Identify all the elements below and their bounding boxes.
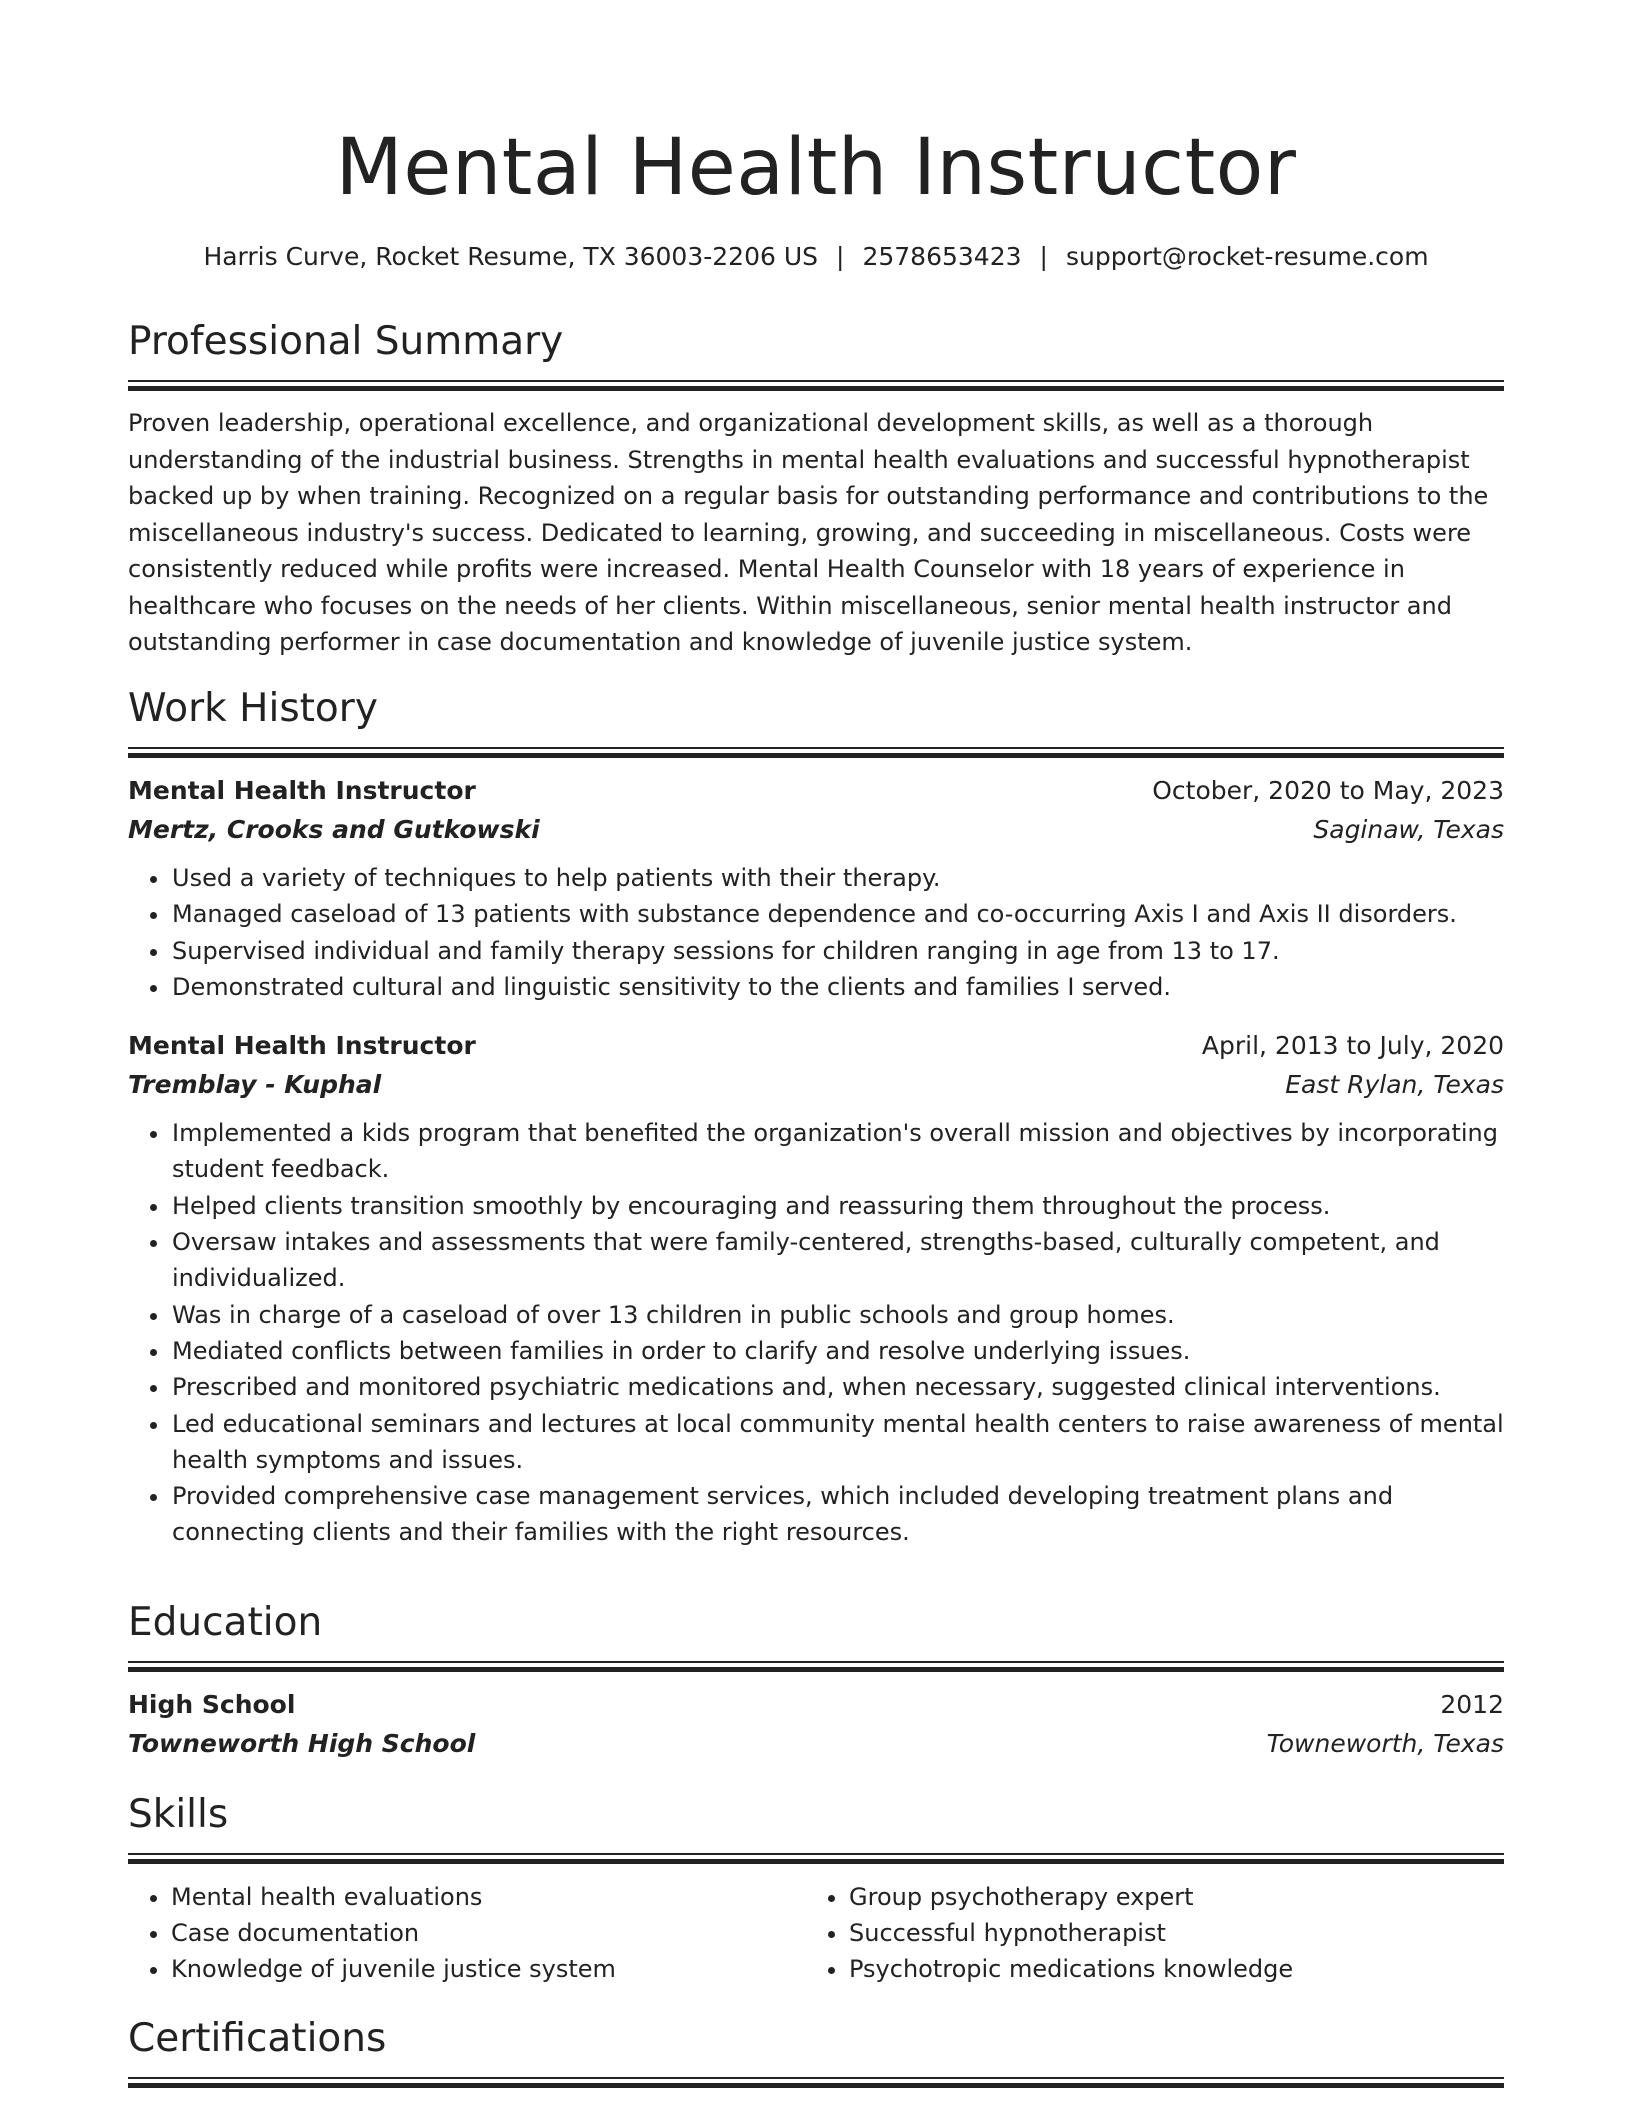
contact-phone: 2578653423: [862, 242, 1022, 271]
contact-line: [128, 239, 1504, 275]
skills-list-left: [128, 1879, 806, 1987]
job-bullet: • Used a variety of techniques to help patients with their therapy.: [171, 860, 1504, 896]
job-bullet: • Supervised individual and family therapy sessions for children ranging in age from 13 to 17.: [171, 933, 1504, 969]
education-degree: High School: [128, 1690, 296, 1719]
section-divider: [128, 2077, 1504, 2088]
education-section: [128, 1597, 1504, 1764]
job-title: Mental Health Instructor: [128, 1031, 476, 1061]
education-entry: [128, 1686, 1504, 1764]
job-entry: [128, 1027, 1504, 1551]
summary-section: [128, 316, 1504, 661]
job-bullet: • Helped clients transition smoothly by encouraging and reassuring them throughout the process.: [171, 1188, 1504, 1224]
skill-item: • Successful hypnotherapist: [849, 1915, 1484, 1951]
skill-item: • Knowledge of juvenile justice system: [171, 1951, 806, 1987]
skill-item: • Case documentation: [171, 1915, 806, 1951]
job-bullet: • Prescribed and monitored psychiatric medications and, when necessary, suggested clinical interventions.: [171, 1369, 1504, 1405]
job-subheader: [128, 1065, 1504, 1105]
job-subheader: [128, 810, 1504, 850]
skill-item: • Psychotropic medications knowledge: [849, 1951, 1484, 1987]
summary-text: Proven leadership, operational excellence, and organizational development skills, as well as a thorough understanding of the industrial business. Strengths in mental health evaluations and successful hypnotherapist backed up by when training. Recognized on a regular basis for outstanding performance and contributions to the miscellaneous industry's success. Dedicated to learning, growing, and succeeding in miscellaneous. Costs were consistently reduced while profits were increased. Mental Health Counselor with 18 years of experience in healthcare who focuses on the needs of her clients. Within miscellaneous, senior mental health instructor and outstanding performer in case documentation and knowledge of juvenile justice system.: [128, 409, 1489, 656]
skills-columns: [128, 1879, 1504, 1987]
education-header: [128, 1686, 1504, 1724]
job-bullet: • Provided comprehensive case management services, which included developing treatment plans and connecting clients and their families with the right resources.: [171, 1478, 1504, 1551]
certifications-section: [128, 2013, 1504, 2088]
job-bullet: • Mediated conflicts between families in order to clarify and resolve underlying issues.: [171, 1333, 1504, 1369]
contact-address: Harris Curve, Rocket Resume, TX 36003-2206 US: [203, 242, 819, 271]
education-subheader: [128, 1724, 1504, 1764]
job-bullet: • Managed caseload of 13 patients with substance dependence and co-occurring Axis I and Axis II disorders.: [171, 896, 1504, 932]
section-title: Skills: [128, 1792, 229, 1837]
job-header: [128, 1027, 1504, 1065]
contact-separator: |: [836, 242, 845, 271]
work-history-section: [128, 683, 1504, 1551]
section-divider: [128, 747, 1504, 758]
job-dates: October, 2020 to May, 2023: [1152, 776, 1504, 805]
section-title: Professional Summary: [128, 319, 564, 364]
job-company: Tremblay - Kuphal: [128, 1070, 382, 1100]
education-location: Towneworth, Texas: [1266, 1729, 1504, 1758]
job-bullet: • Was in charge of a caseload of over 13 children in public schools and group homes.: [171, 1297, 1504, 1333]
job-company: Mertz, Crooks and Gutkowski: [128, 815, 540, 844]
job-bullet: • Led educational seminars and lectures at local community mental health centers to raise awareness of mental health symptoms and issues.: [171, 1406, 1504, 1479]
resume-title: Mental Health Instructor: [335, 123, 1297, 213]
section-divider: [128, 1853, 1504, 1864]
section-title: Work History: [128, 686, 378, 731]
contact-email: support@rocket-resume.com: [1065, 242, 1429, 271]
job-header: [128, 772, 1504, 810]
skills-section: [128, 1789, 1504, 1987]
job-location: East Rylan, Texas: [1285, 1070, 1504, 1100]
job-bullets: [128, 860, 1504, 1005]
education-year: 2012: [1440, 1690, 1504, 1719]
job-dates: April, 2013 to July, 2020: [1201, 1031, 1504, 1061]
skill-item: • Mental health evaluations: [171, 1879, 806, 1915]
section-divider: [128, 1661, 1504, 1672]
job-entry: [128, 772, 1504, 1005]
job-title: Mental Health Instructor: [128, 776, 476, 805]
section-title: Education: [128, 1600, 323, 1645]
job-location: Saginaw, Texas: [1313, 815, 1504, 844]
section-divider: [128, 380, 1504, 391]
education-school: Towneworth High School: [128, 1729, 476, 1758]
job-bullet: • Implemented a kids program that benefited the organization's overall mission and objectives by incorporating student feedback.: [171, 1115, 1504, 1188]
job-bullets: [128, 1115, 1504, 1551]
skills-list-right: [806, 1879, 1484, 1987]
contact-separator: |: [1039, 242, 1048, 271]
skill-item: • Group psychotherapy expert: [849, 1879, 1484, 1915]
job-bullet: • Demonstrated cultural and linguistic sensitivity to the clients and families I served.: [171, 969, 1504, 1005]
section-title: Certifications: [128, 2016, 387, 2061]
job-bullet: • Oversaw intakes and assessments that were family-centered, strengths-based, culturally competent, and individualized.: [171, 1224, 1504, 1297]
